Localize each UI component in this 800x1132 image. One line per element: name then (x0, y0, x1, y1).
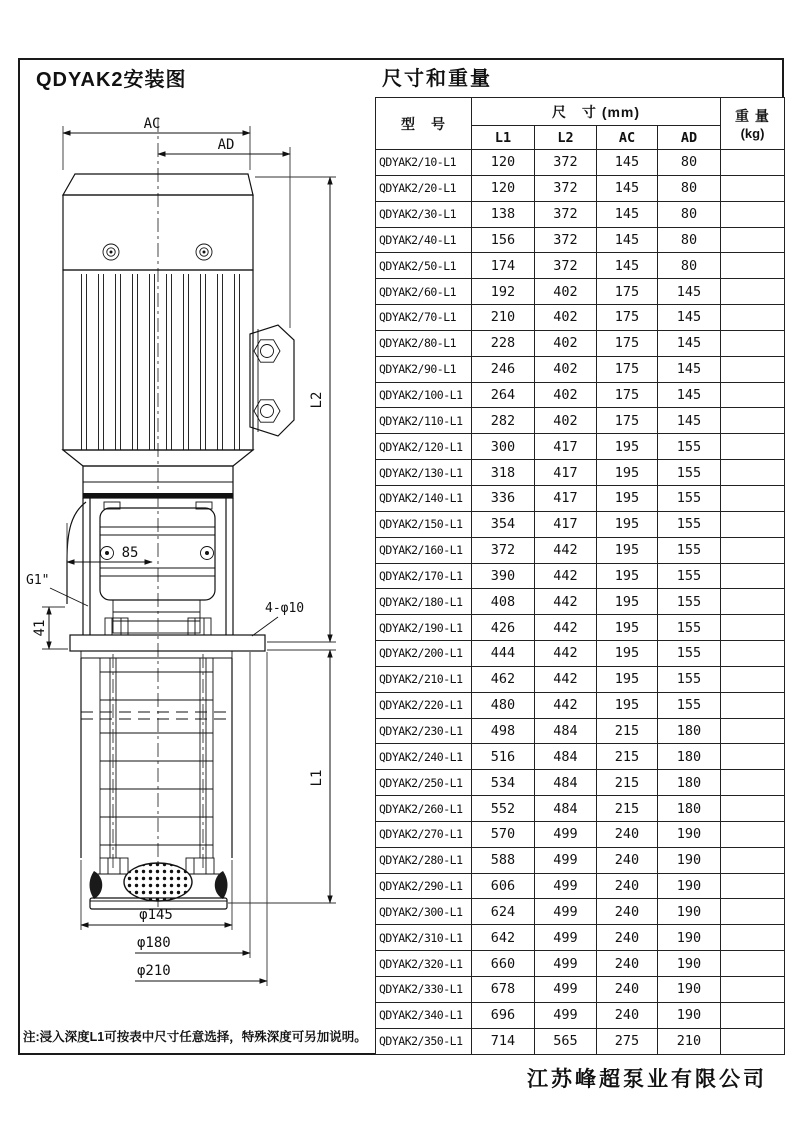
header-weight-text: 重 量 (735, 108, 770, 124)
cell-l2: 565 (535, 1028, 597, 1054)
cell-ad: 155 (658, 460, 721, 486)
cell-l2: 484 (535, 718, 597, 744)
cell-ac: 275 (597, 1028, 658, 1054)
mount-holes-text: 4-φ10 (265, 601, 305, 616)
cell-model: QDYAK2/110-L1 (376, 408, 472, 434)
outlet-thread-label: G1" (26, 573, 50, 588)
cell-ac: 195 (597, 615, 658, 641)
cell-l2: 499 (535, 873, 597, 899)
cell-model: QDYAK2/170-L1 (376, 563, 472, 589)
diagram-title: QDYAK2安装图 (36, 69, 187, 91)
cell-l1: 426 (472, 615, 535, 641)
cell-ad: 145 (658, 408, 721, 434)
cell-ad: 155 (658, 641, 721, 667)
cell-ac: 240 (597, 951, 658, 977)
cell-ac: 195 (597, 460, 658, 486)
cell-weight (721, 1028, 785, 1054)
cell-ac: 195 (597, 589, 658, 615)
cell-ad: 145 (658, 305, 721, 331)
cell-l1: 498 (472, 718, 535, 744)
cell-ad: 80 (658, 227, 721, 253)
cell-ac: 175 (597, 408, 658, 434)
cell-l2: 442 (535, 563, 597, 589)
cell-weight (721, 175, 785, 201)
dim-l2 (255, 177, 336, 642)
cell-l1: 300 (472, 434, 535, 460)
cell-ad: 210 (658, 1028, 721, 1054)
cell-l2: 499 (535, 977, 597, 1003)
cell-weight (721, 201, 785, 227)
cell-weight (721, 847, 785, 873)
dim-85 (67, 523, 152, 562)
cell-l1: 606 (472, 873, 535, 899)
table-row (376, 434, 785, 460)
cell-model: QDYAK2/250-L1 (376, 770, 472, 796)
table-row (376, 1002, 785, 1028)
cell-ad: 145 (658, 330, 721, 356)
cell-ad: 155 (658, 511, 721, 537)
footnote: 注:浸入深度L1可按表中尺寸任意选择，特殊深度可另加说明。 (23, 1030, 367, 1044)
cell-l1: 570 (472, 821, 535, 847)
cell-l1: 372 (472, 537, 535, 563)
cell-ac: 175 (597, 305, 658, 331)
cell-ac: 195 (597, 692, 658, 718)
table-row (376, 227, 785, 253)
cell-weight (721, 434, 785, 460)
cell-weight (721, 485, 785, 511)
cell-l1: 516 (472, 744, 535, 770)
cell-ac: 175 (597, 330, 658, 356)
cell-l1: 444 (472, 641, 535, 667)
table-row (376, 925, 785, 951)
table-body (376, 150, 785, 1055)
table-row (376, 330, 785, 356)
cell-ad: 180 (658, 744, 721, 770)
table-row (376, 589, 785, 615)
cell-l2: 484 (535, 744, 597, 770)
cell-ad: 80 (658, 150, 721, 176)
table-row (376, 951, 785, 977)
strainer-mesh (124, 863, 192, 901)
table-row (376, 175, 785, 201)
cell-l2: 402 (535, 279, 597, 305)
cell-model: QDYAK2/300-L1 (376, 899, 472, 925)
cell-l2: 402 (535, 382, 597, 408)
cell-weight (721, 408, 785, 434)
cell-l1: 228 (472, 330, 535, 356)
cell-ac: 145 (597, 227, 658, 253)
cell-l2: 372 (535, 150, 597, 176)
cell-weight (721, 356, 785, 382)
cell-model: QDYAK2/150-L1 (376, 511, 472, 537)
cell-ac: 240 (597, 821, 658, 847)
installation-diagram (18, 58, 375, 1055)
mount-holes-label (252, 601, 304, 636)
cell-weight (721, 460, 785, 486)
cell-model: QDYAK2/260-L1 (376, 796, 472, 822)
cell-ac: 145 (597, 201, 658, 227)
cell-l1: 174 (472, 253, 535, 279)
table-row (376, 563, 785, 589)
cell-l2: 372 (535, 253, 597, 279)
cell-l2: 442 (535, 589, 597, 615)
table-row (376, 977, 785, 1003)
cell-model: QDYAK2/270-L1 (376, 821, 472, 847)
header-ac: AC (597, 126, 658, 150)
dim-ad (158, 137, 290, 328)
cell-weight (721, 951, 785, 977)
cell-ad: 155 (658, 589, 721, 615)
dim-85-label: 85 (121, 545, 139, 561)
cell-l2: 417 (535, 460, 597, 486)
cell-l1: 138 (472, 201, 535, 227)
cell-ac: 240 (597, 977, 658, 1003)
cell-model: QDYAK2/10-L1 (376, 150, 472, 176)
table-row (376, 537, 785, 563)
cell-weight (721, 641, 785, 667)
cell-weight (721, 615, 785, 641)
cell-weight (721, 563, 785, 589)
pump-head (67, 498, 233, 635)
table-row (376, 460, 785, 486)
cell-weight (721, 770, 785, 796)
dim-210-label: φ210 (137, 963, 171, 979)
cell-weight (721, 589, 785, 615)
table-row (376, 279, 785, 305)
outlet-label (26, 573, 88, 606)
table-row (376, 201, 785, 227)
cell-l2: 499 (535, 899, 597, 925)
cell-ad: 155 (658, 537, 721, 563)
header-weight-unit: (kg) (740, 126, 765, 141)
table-row (376, 641, 785, 667)
cell-l2: 499 (535, 1002, 597, 1028)
table-row (376, 1028, 785, 1054)
cell-model: QDYAK2/230-L1 (376, 718, 472, 744)
cell-l1: 696 (472, 1002, 535, 1028)
cell-model: QDYAK2/30-L1 (376, 201, 472, 227)
stage-lines (100, 672, 213, 845)
dim-145-label: φ145 (139, 907, 173, 923)
cell-model: QDYAK2/120-L1 (376, 434, 472, 460)
header-size-group: 尺 寸 (mm) (472, 98, 721, 126)
cell-weight (721, 666, 785, 692)
cell-ad: 190 (658, 873, 721, 899)
cell-weight (721, 821, 785, 847)
cell-weight (721, 279, 785, 305)
dimensions-table (375, 97, 785, 1055)
cell-model: QDYAK2/220-L1 (376, 692, 472, 718)
cell-ac: 145 (597, 175, 658, 201)
cell-l2: 417 (535, 511, 597, 537)
cell-ac: 175 (597, 382, 658, 408)
cell-ac: 145 (597, 253, 658, 279)
cell-ac: 195 (597, 511, 658, 537)
cell-ac: 215 (597, 718, 658, 744)
cell-l2: 402 (535, 356, 597, 382)
cell-model: QDYAK2/40-L1 (376, 227, 472, 253)
cell-ac: 195 (597, 666, 658, 692)
cell-weight (721, 382, 785, 408)
cell-model: QDYAK2/310-L1 (376, 925, 472, 951)
cell-ac: 240 (597, 873, 658, 899)
cell-ad: 180 (658, 718, 721, 744)
cell-weight (721, 796, 785, 822)
cell-model: QDYAK2/350-L1 (376, 1028, 472, 1054)
cell-l2: 499 (535, 847, 597, 873)
cell-l2: 442 (535, 666, 597, 692)
cell-model: QDYAK2/210-L1 (376, 666, 472, 692)
table-row (376, 356, 785, 382)
cell-l1: 678 (472, 977, 535, 1003)
table-title: 尺寸和重量 (382, 68, 492, 90)
cell-ad: 80 (658, 253, 721, 279)
cell-l2: 442 (535, 641, 597, 667)
dim-ad-label: AD (217, 137, 235, 153)
cell-ad: 190 (658, 899, 721, 925)
cell-l1: 192 (472, 279, 535, 305)
cell-ad: 180 (658, 770, 721, 796)
cell-ad: 155 (658, 615, 721, 641)
cell-ac: 240 (597, 847, 658, 873)
cell-ad: 190 (658, 1002, 721, 1028)
table-row (376, 847, 785, 873)
cell-l1: 642 (472, 925, 535, 951)
cell-l1: 408 (472, 589, 535, 615)
cell-model: QDYAK2/290-L1 (376, 873, 472, 899)
cell-l2: 442 (535, 692, 597, 718)
table-row (376, 718, 785, 744)
cell-weight (721, 305, 785, 331)
cell-ac: 195 (597, 537, 658, 563)
cell-l1: 156 (472, 227, 535, 253)
cell-model: QDYAK2/80-L1 (376, 330, 472, 356)
cell-ad: 155 (658, 434, 721, 460)
cell-ac: 145 (597, 150, 658, 176)
cell-ad: 80 (658, 201, 721, 227)
motor-fins (82, 274, 240, 450)
table-row (376, 821, 785, 847)
table-row (376, 408, 785, 434)
cell-model: QDYAK2/50-L1 (376, 253, 472, 279)
cell-model: QDYAK2/70-L1 (376, 305, 472, 331)
cell-weight (721, 537, 785, 563)
cell-weight (721, 227, 785, 253)
table-row (376, 899, 785, 925)
cell-ad: 190 (658, 821, 721, 847)
cell-l1: 624 (472, 899, 535, 925)
cell-model: QDYAK2/280-L1 (376, 847, 472, 873)
cell-l2: 402 (535, 330, 597, 356)
dim-41 (32, 607, 68, 649)
cell-l1: 714 (472, 1028, 535, 1054)
cell-model: QDYAK2/340-L1 (376, 1002, 472, 1028)
cell-ad: 190 (658, 977, 721, 1003)
cell-ad: 155 (658, 485, 721, 511)
cell-model: QDYAK2/320-L1 (376, 951, 472, 977)
cell-l2: 402 (535, 408, 597, 434)
cell-l1: 390 (472, 563, 535, 589)
cell-l2: 484 (535, 770, 597, 796)
cell-model: QDYAK2/330-L1 (376, 977, 472, 1003)
table-row (376, 615, 785, 641)
cell-ad: 145 (658, 279, 721, 305)
cell-l1: 282 (472, 408, 535, 434)
cell-weight (721, 977, 785, 1003)
table-row (376, 873, 785, 899)
mounting-plate (70, 618, 265, 658)
cell-weight (721, 925, 785, 951)
table-row (376, 770, 785, 796)
cell-l1: 552 (472, 796, 535, 822)
cell-l2: 417 (535, 485, 597, 511)
cell-ad: 190 (658, 847, 721, 873)
cell-l1: 354 (472, 511, 535, 537)
cell-model: QDYAK2/240-L1 (376, 744, 472, 770)
cell-ad: 190 (658, 925, 721, 951)
cell-l1: 462 (472, 666, 535, 692)
cell-weight (721, 692, 785, 718)
cell-l2: 402 (535, 305, 597, 331)
table-row (376, 253, 785, 279)
cell-l1: 120 (472, 150, 535, 176)
header-l1: L1 (472, 126, 535, 150)
cell-ad: 80 (658, 175, 721, 201)
head-screw-icon (101, 547, 214, 560)
table-row (376, 511, 785, 537)
suction-strainer (90, 858, 228, 909)
cell-l1: 534 (472, 770, 535, 796)
dim-ac-label: AC (143, 116, 161, 132)
cell-weight (721, 150, 785, 176)
cell-l2: 372 (535, 201, 597, 227)
cell-model: QDYAK2/90-L1 (376, 356, 472, 382)
cell-ad: 180 (658, 796, 721, 822)
cell-ac: 195 (597, 434, 658, 460)
cell-l2: 499 (535, 821, 597, 847)
header-model: 型 号 (376, 98, 472, 150)
cell-weight (721, 511, 785, 537)
cell-l2: 484 (535, 796, 597, 822)
cell-l2: 499 (535, 951, 597, 977)
cell-l2: 442 (535, 537, 597, 563)
header-ad: AD (658, 126, 721, 150)
cell-weight (721, 330, 785, 356)
cell-ac: 175 (597, 279, 658, 305)
cell-ac: 195 (597, 641, 658, 667)
cell-model: QDYAK2/140-L1 (376, 485, 472, 511)
cell-ac: 240 (597, 899, 658, 925)
cell-l1: 318 (472, 460, 535, 486)
cell-ad: 190 (658, 951, 721, 977)
dim-41-label: 41 (32, 619, 48, 637)
cell-l1: 480 (472, 692, 535, 718)
header-weight (721, 98, 785, 150)
cell-l2: 372 (535, 227, 597, 253)
cell-l1: 246 (472, 356, 535, 382)
cell-model: QDYAK2/190-L1 (376, 615, 472, 641)
cell-l1: 660 (472, 951, 535, 977)
cell-model: QDYAK2/100-L1 (376, 382, 472, 408)
motor-screw-icon (103, 244, 212, 260)
cell-ad: 145 (658, 382, 721, 408)
cell-model: QDYAK2/20-L1 (376, 175, 472, 201)
table-row (376, 382, 785, 408)
cell-weight (721, 873, 785, 899)
cell-ac: 240 (597, 1002, 658, 1028)
pump-barrel (81, 654, 232, 872)
cell-model: QDYAK2/60-L1 (376, 279, 472, 305)
cell-weight (721, 1002, 785, 1028)
dim-l1 (228, 650, 336, 903)
cell-ac: 215 (597, 770, 658, 796)
cell-ac: 195 (597, 485, 658, 511)
cell-ac: 215 (597, 744, 658, 770)
cell-ad: 155 (658, 563, 721, 589)
cell-weight (721, 744, 785, 770)
cell-l2: 499 (535, 925, 597, 951)
cell-ac: 175 (597, 356, 658, 382)
cell-ac: 215 (597, 796, 658, 822)
cell-weight (721, 899, 785, 925)
table-row (376, 150, 785, 176)
table-row (376, 692, 785, 718)
cell-ad: 155 (658, 666, 721, 692)
cell-model: QDYAK2/180-L1 (376, 589, 472, 615)
table-row (376, 485, 785, 511)
cell-weight (721, 253, 785, 279)
cell-ac: 195 (597, 563, 658, 589)
cell-model: QDYAK2/130-L1 (376, 460, 472, 486)
dim-l2-label: L2 (309, 391, 325, 409)
cell-l1: 264 (472, 382, 535, 408)
header-l2: L2 (535, 126, 597, 150)
company-name: 江苏峰超泵业有限公司 (527, 1068, 767, 1091)
cell-l1: 588 (472, 847, 535, 873)
cell-ad: 145 (658, 356, 721, 382)
cell-l2: 442 (535, 615, 597, 641)
dim-180-label: φ180 (137, 935, 171, 951)
table-row (376, 666, 785, 692)
cell-l1: 210 (472, 305, 535, 331)
cell-l2: 372 (535, 175, 597, 201)
cell-l1: 336 (472, 485, 535, 511)
terminal-box (250, 325, 294, 436)
cell-l1: 120 (472, 175, 535, 201)
cell-ad: 155 (658, 692, 721, 718)
table-row (376, 796, 785, 822)
cell-model: QDYAK2/200-L1 (376, 641, 472, 667)
cell-weight (721, 718, 785, 744)
cell-model: QDYAK2/160-L1 (376, 537, 472, 563)
dim-l1-label: L1 (309, 769, 325, 787)
table-row (376, 744, 785, 770)
table-row (376, 305, 785, 331)
cell-ac: 240 (597, 925, 658, 951)
cell-l2: 417 (535, 434, 597, 460)
